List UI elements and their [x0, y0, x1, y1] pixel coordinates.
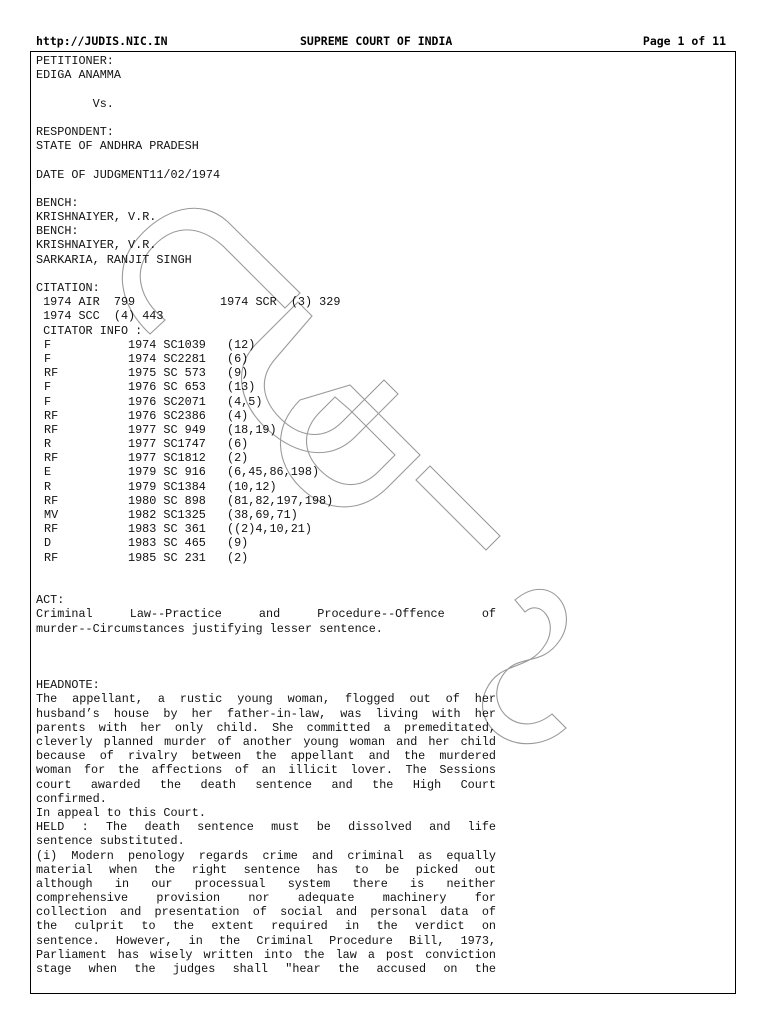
headnote-line: comprehensive provision nor adequate machinery for	[36, 891, 496, 906]
judgment-text	[36, 54, 496, 976]
citator-paras: (4,5)	[227, 394, 263, 409]
versus: Vs.	[36, 96, 114, 111]
headnote-line: woman for the affections of an illicit lover. The Sessions	[36, 763, 496, 778]
citator-code: RF	[44, 451, 59, 466]
citator-paras: (4)	[227, 408, 249, 423]
citator-code: RF	[44, 522, 59, 537]
citator-row	[36, 551, 496, 565]
citator-row	[36, 451, 496, 465]
citator-code: E	[44, 465, 52, 480]
headnote-line: In appeal to this Court.	[36, 805, 206, 820]
citator-table	[36, 338, 496, 565]
citator-paras: (6,45,86,198)	[227, 465, 320, 480]
headnote-line: sentence. However, in the Criminal Procedure Bill, 1973,	[36, 933, 496, 948]
citator-ref: 1974 SC2281	[128, 351, 206, 366]
headnote-line: Parliament has wisely written into the law a post conviction	[36, 947, 496, 962]
citator-row	[36, 380, 496, 394]
petitioner-label: PETITIONER:	[36, 54, 114, 68]
citator-ref: 1977 SC1747	[128, 437, 206, 452]
citation-label: CITATION:	[36, 281, 100, 295]
citator-row	[36, 366, 496, 380]
citator-paras: (6)	[227, 437, 249, 452]
citator-ref: 1979 SC1384	[128, 479, 206, 494]
citator-ref: 1976 SC2386	[128, 408, 206, 423]
citator-code: F	[44, 337, 52, 352]
citator-paras: (12)	[227, 337, 256, 352]
citator-row	[36, 494, 496, 508]
citator-paras: (13)	[227, 380, 256, 395]
citator-code: D	[44, 536, 52, 551]
citator-ref: 1977 SC1812	[128, 451, 206, 466]
headnote-line: husband’s house by her father-in-law, was living with her	[36, 706, 496, 721]
headnote-line: material when the right sentence has to be picked out	[36, 862, 496, 877]
citator-row	[36, 409, 496, 423]
page-number: Page 1 of 11	[642, 34, 726, 48]
respondent-label: RESPONDENT:	[36, 124, 114, 139]
headnote-line: although in our processual system there is neither	[36, 876, 496, 891]
act-text: murder--Circumstances justifying lesser sentence.	[36, 621, 383, 636]
citator-paras: (81,82,197,198)	[227, 493, 334, 508]
headnote-line: The appellant, a rustic young woman, flogged out of her	[36, 692, 496, 707]
citator-row	[36, 423, 496, 437]
citator-ref: 1977 SC 949	[128, 422, 206, 437]
headnote-line: because of rivalry between the appellant and the murdered	[36, 749, 496, 764]
citator-ref: 1980 SC 898	[128, 493, 206, 508]
citator-code: R	[44, 479, 52, 494]
headnote-line: court awarded the death sentence and the High Court	[36, 777, 496, 792]
bench-label: BENCH:	[36, 224, 79, 239]
citator-row	[36, 480, 496, 494]
headnote-line: stage when the judges shall "hear the accused on the	[36, 962, 496, 976]
citator-row	[36, 352, 496, 366]
headnote-line: collection and presentation of social and personal data of	[36, 905, 496, 920]
citator-ref: 1983 SC 465	[128, 536, 206, 551]
citator-row	[36, 338, 496, 352]
bench-judge: SARKARIA, RANJIT SINGH	[36, 252, 192, 267]
citator-ref: 1979 SC 916	[128, 465, 206, 480]
citator-paras: (2)	[227, 451, 249, 466]
act-label: ACT:	[36, 593, 65, 608]
act-text: Criminal Law--Practice and Procedure--Offence of	[36, 607, 496, 622]
citator-ref: 1976 SC 653	[128, 380, 206, 395]
citator-paras: (9)	[227, 366, 249, 381]
citator-ref: 1983 SC 361	[128, 522, 206, 537]
citator-paras: (9)	[227, 536, 249, 551]
citator-row	[36, 508, 496, 522]
headnote-line: cleverly planned murder of another young woman and her child	[36, 735, 496, 749]
headnote-line: (i) Modern penology regards crime and criminal as equally	[36, 848, 496, 863]
bench-judge: KRISHNAIYER, V.R.	[36, 238, 157, 253]
citator-row	[36, 536, 496, 550]
citator-paras: ((2)4,10,21)	[227, 522, 312, 537]
court-name: SUPREME COURT OF INDIA	[300, 34, 453, 48]
citator-paras: (18,19)	[227, 422, 277, 437]
bench-label: BENCH:	[36, 195, 79, 210]
citator-row	[36, 437, 496, 451]
citator-ref: 1974 SC1039	[128, 337, 206, 352]
page-header	[36, 34, 726, 50]
citator-row	[36, 465, 496, 479]
citator-code: F	[44, 380, 52, 395]
headnote-line: HELD : The death sentence must be dissolved and life	[36, 820, 496, 835]
citator-paras: (10,12)	[227, 479, 277, 494]
bench-judge: KRISHNAIYER, V.R.	[36, 210, 157, 225]
citator-code: F	[44, 351, 52, 366]
citator-code: F	[44, 394, 52, 409]
headnote-line: sentence substituted.	[36, 834, 185, 849]
citator-ref: 1982 SC1325	[128, 508, 206, 522]
citation-line: 1974 SCC (4) 443	[36, 309, 164, 324]
headnote-line: the culprit to the extent required in the verdict on	[36, 919, 496, 934]
citator-code: RF	[44, 366, 59, 381]
headnote-line: confirmed.	[36, 791, 107, 806]
citator-code: RF	[44, 493, 59, 508]
citator-ref: 1976 SC2071	[128, 394, 206, 409]
citator-code: MV	[44, 508, 59, 522]
citator-row	[36, 522, 496, 536]
citator-paras: (2)	[227, 550, 249, 565]
respondent-name: STATE OF ANDHRA PRADESH	[36, 139, 199, 154]
citator-ref: 1985 SC 231	[128, 550, 206, 565]
headnote-line: parents with her only child. She committed a premeditated,	[36, 720, 496, 735]
source-url: http://JUDIS.NIC.IN	[36, 34, 168, 48]
citator-code: RF	[44, 550, 59, 565]
citator-code: RF	[44, 422, 59, 437]
petitioner-name: EDIGA ANAMMA	[36, 68, 121, 83]
citator-ref: 1975 SC 573	[128, 366, 206, 381]
citator-label: CITATOR INFO :	[36, 323, 143, 338]
citator-row	[36, 395, 496, 409]
headnote-text	[36, 692, 496, 976]
citator-code: RF	[44, 408, 59, 423]
citation-line: 1974 AIR 799 1974 SCR (3) 329	[36, 295, 341, 310]
headnote-label: HEADNOTE:	[36, 678, 100, 693]
citator-paras: (6)	[227, 351, 249, 366]
citator-code: R	[44, 437, 52, 452]
citator-paras: (38,69,71)	[227, 508, 298, 522]
judgment-date: DATE OF JUDGMENT11/02/1974	[36, 167, 221, 182]
